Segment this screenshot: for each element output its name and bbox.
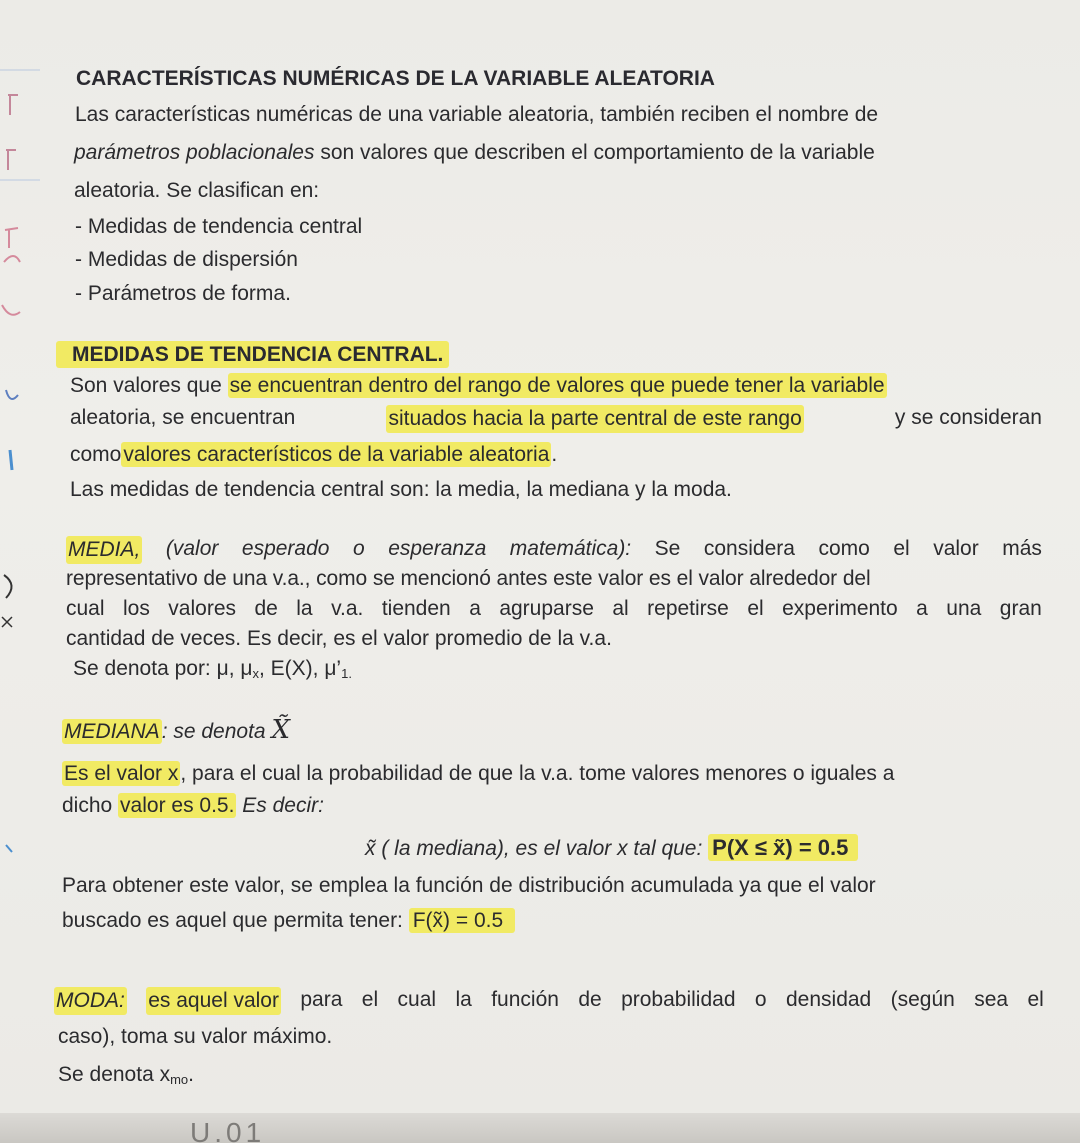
moda-word: de xyxy=(578,988,602,1011)
moda-word: probabilidad xyxy=(621,988,736,1011)
moda-notation-sub: mo xyxy=(170,1072,189,1087)
media-word: el xyxy=(747,597,764,620)
media-word: una xyxy=(946,597,982,620)
mediana-symbol: X̃ xyxy=(271,715,290,745)
media-word: considera xyxy=(703,537,795,560)
margin-mark xyxy=(6,150,16,170)
media-label: MEDIA, xyxy=(66,536,142,564)
media-line-3 xyxy=(66,596,1042,622)
margin-mark xyxy=(2,305,20,315)
moda-word: la xyxy=(455,988,472,1011)
margin-mark xyxy=(4,575,12,598)
moda-notation-a: Se denota x xyxy=(58,1063,171,1086)
central-line-2-a: aleatoria, se encuentran xyxy=(70,406,296,429)
margin-mark xyxy=(6,845,12,852)
mediana-heading xyxy=(62,717,290,745)
mediana-formula-highlight: P(X ≤ x̃) = 0.5 xyxy=(708,834,858,861)
media-word: como xyxy=(818,537,870,560)
mediana-line-4: Para obtener este valor, se emplea la función de distribución acumulada ya que el valor xyxy=(62,874,876,897)
footer-fragment: U.01 xyxy=(190,1117,266,1143)
moda-word: o xyxy=(754,988,767,1011)
margin-annotations xyxy=(0,0,40,1143)
mediana-line-1-rest: , para el cual la probabilidad de que la v.a. tome valores menores o iguales a xyxy=(180,762,895,785)
media-word: los xyxy=(122,597,150,620)
central-highlight-1: se encuentran dentro del rango de valores que puede tener la variable xyxy=(229,374,885,397)
mediana-formula xyxy=(365,835,858,862)
media-word: esperanza xyxy=(388,537,487,560)
media-notation-b: , E(X), μ’ xyxy=(258,657,342,680)
intro-italic-term: parámetros poblacionales xyxy=(74,141,315,164)
margin-mark xyxy=(6,390,18,399)
moda-word: para xyxy=(300,988,343,1011)
media-word: de xyxy=(254,597,278,620)
media-notation-sub-2: 1. xyxy=(341,666,352,681)
moda-word: sea xyxy=(974,988,1009,1011)
media-word: matemática): xyxy=(509,537,632,560)
media-word: v.a. xyxy=(331,597,364,620)
central-line-3-b: . xyxy=(551,443,558,466)
mediana-line-2 xyxy=(62,793,324,819)
mediana-highlight-3: F(x̃) = 0.5 xyxy=(409,908,515,933)
central-line-2 xyxy=(70,405,1042,433)
list-item: - Medidas de tendencia central xyxy=(75,215,363,238)
media-notation-a: Se denota por: μ, μ xyxy=(73,657,253,680)
margin-mark xyxy=(2,617,12,627)
media-word: valor xyxy=(933,537,979,560)
media-word: gran xyxy=(999,597,1042,620)
media-word: experimento xyxy=(782,597,898,620)
central-line-2-b: y se consideran xyxy=(894,406,1042,429)
media-word: más xyxy=(1002,537,1042,560)
moda-line-2: caso), toma su valor máximo. xyxy=(58,1025,333,1048)
mediana-line-2-it: Es decir: xyxy=(236,794,324,817)
central-line-1 xyxy=(70,373,887,399)
media-word: al xyxy=(612,597,629,620)
page-title: CARACTERÍSTICAS NUMÉRICAS DE LA VARIABLE ALEATORIA xyxy=(76,67,715,90)
media-notation xyxy=(73,656,352,687)
media-word: valores xyxy=(168,597,236,620)
moda-word: el xyxy=(1027,988,1044,1011)
moda-line-1 xyxy=(54,987,1044,1015)
central-heading-text: MEDIDAS DE TENDENCIA CENTRAL. xyxy=(56,341,449,368)
media-word: repetirse xyxy=(647,597,729,620)
central-line-3 xyxy=(70,442,557,468)
central-line-3-a: como xyxy=(70,443,122,466)
central-line-4: Las medidas de tendencia central son: la media, la mediana y la moda. xyxy=(70,478,732,501)
media-word: a xyxy=(916,597,928,620)
media-line-2: representativo de una v.a., como se mencionó antes este valor es el valor alrededor del xyxy=(66,567,871,590)
moda-word: función xyxy=(491,988,559,1011)
margin-mark xyxy=(10,450,12,470)
central-highlight-3: valores característicos de la variable aleatoria xyxy=(123,443,550,466)
moda-word: cual xyxy=(397,988,437,1011)
moda-notation-b: . xyxy=(188,1063,194,1086)
media-line-1 xyxy=(66,536,1042,564)
mediana-formula-text: x̃ ( la mediana), es el valor x tal que: xyxy=(365,837,709,860)
moda-label: MODA: xyxy=(54,987,127,1015)
margin-mark xyxy=(4,256,20,262)
list-item: - Medidas de dispersión xyxy=(75,248,298,271)
moda-word: el xyxy=(361,988,379,1011)
media-word: o xyxy=(352,537,365,560)
moda-word: (según xyxy=(890,988,955,1011)
media-word: tienden xyxy=(381,597,451,620)
central-highlight-2: situados hacia la parte central de este rango xyxy=(386,405,803,433)
intro-line-2-rest: son valores que describen el comportamiento de la variable xyxy=(314,141,875,164)
central-heading xyxy=(56,342,449,368)
media-word: a xyxy=(469,597,481,620)
mediana-label: MEDIANA xyxy=(64,720,160,743)
mediana-label-rest: : se denota xyxy=(161,720,272,743)
mediana-highlight-1: Es el valor x xyxy=(64,762,179,785)
margin-mark xyxy=(8,95,18,115)
moda-notation xyxy=(58,1062,194,1093)
mediana-highlight-2: valor es 0.5. xyxy=(120,794,235,817)
mediana-line-5-a: buscado es aquel que permita tener: xyxy=(62,909,409,932)
intro-line-2 xyxy=(74,140,875,166)
media-word: agruparse xyxy=(499,597,594,620)
moda-word: densidad xyxy=(785,988,872,1011)
media-word: el xyxy=(893,537,910,560)
media-word: cual xyxy=(66,597,105,620)
media-word: esperado xyxy=(241,537,330,560)
mediana-line-1 xyxy=(62,761,894,787)
media-word: la xyxy=(296,597,313,620)
intro-line-1: Las características numéricas de una variable aleatoria, también reciben el nombre de xyxy=(75,103,879,126)
intro-line-3: aleatoria. Se clasifican en: xyxy=(74,179,320,202)
mediana-line-2-a: dicho xyxy=(62,794,119,817)
media-notation-sub-1: x xyxy=(252,666,259,681)
central-line-1-a: Son valores que xyxy=(70,374,222,397)
mediana-line-5 xyxy=(62,908,515,934)
list-item: - Parámetros de forma. xyxy=(75,282,291,305)
moda-highlight: es aquel valor xyxy=(146,987,281,1015)
margin-mark xyxy=(5,228,18,248)
page-bottom-edge xyxy=(0,1113,1080,1143)
media-line-4: cantidad de veces. Es decir, es el valor promedio de la v.a. xyxy=(66,627,612,650)
media-word: (valor xyxy=(165,537,219,560)
media-word: Se xyxy=(654,537,681,560)
